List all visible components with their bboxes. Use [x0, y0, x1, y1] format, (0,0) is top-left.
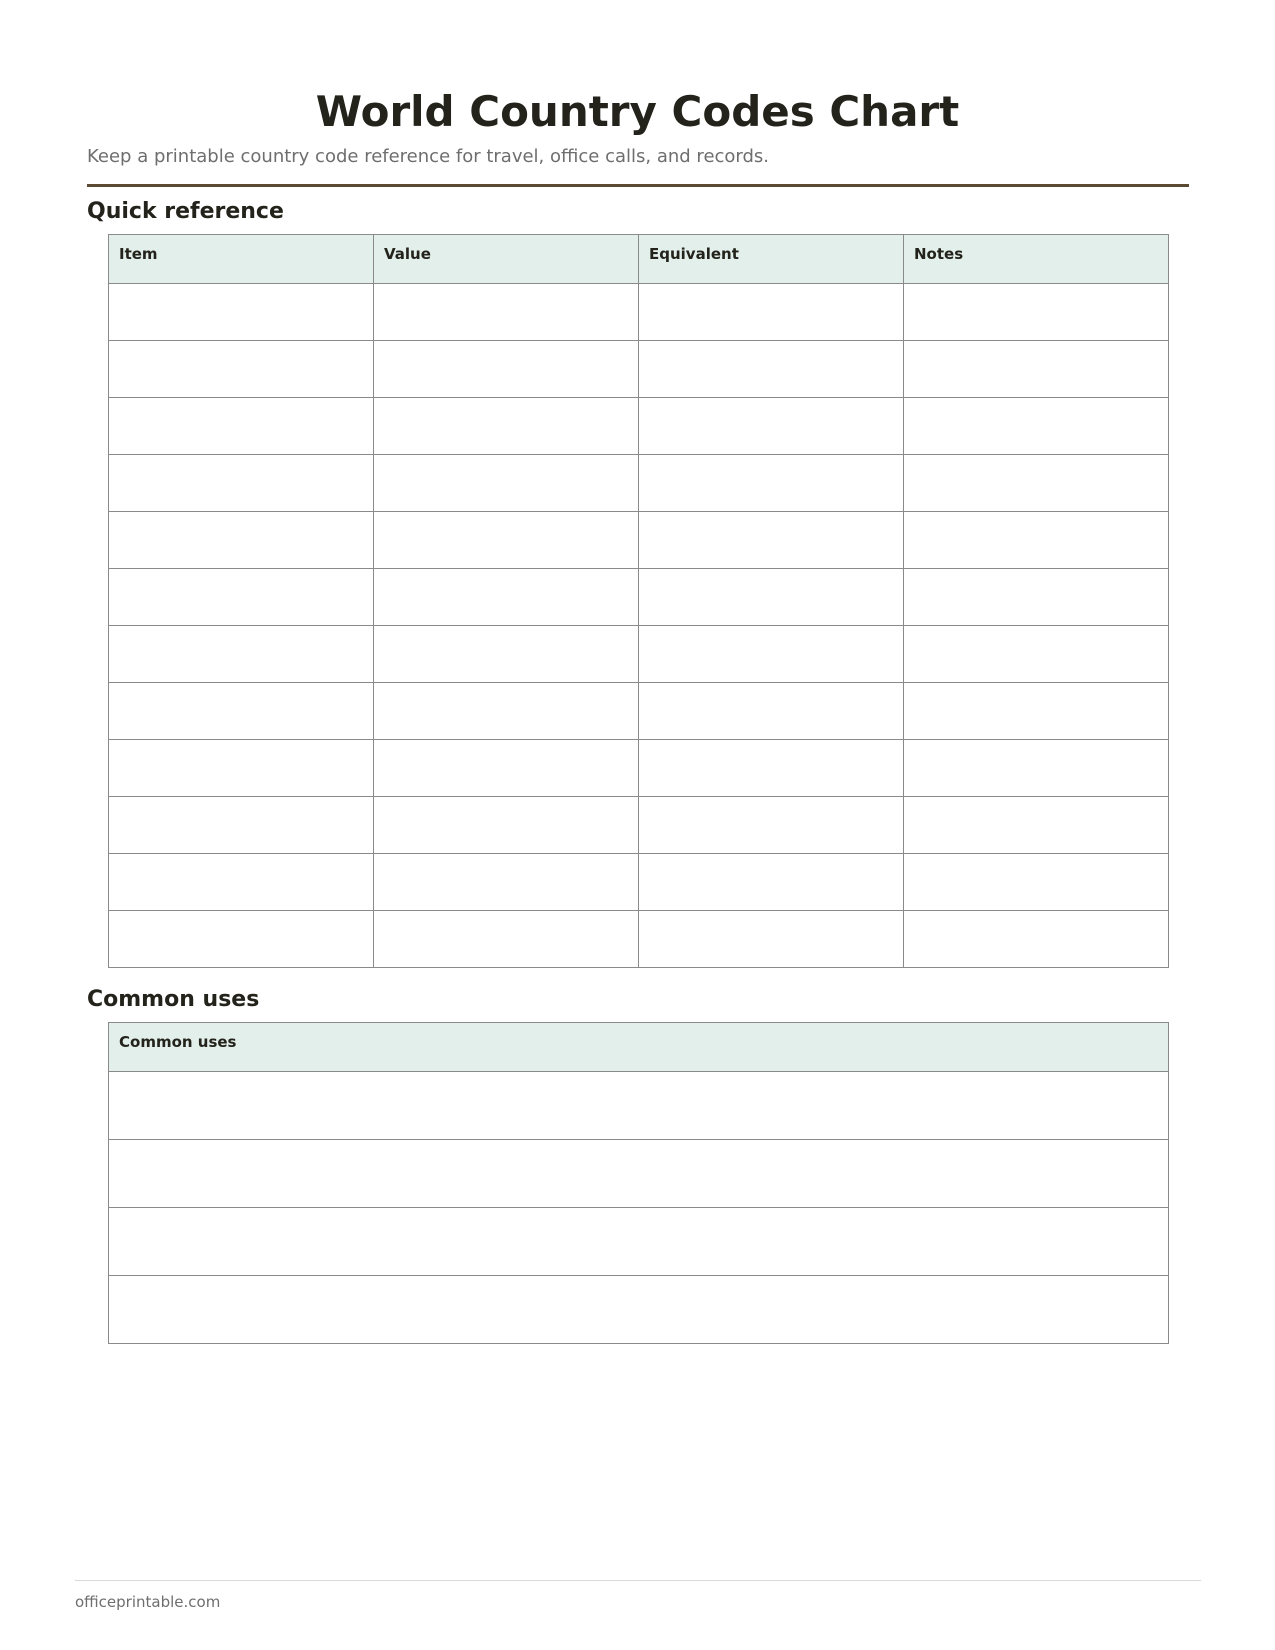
- table-cell[interactable]: [639, 455, 904, 512]
- table-cell[interactable]: [639, 797, 904, 854]
- table-cell[interactable]: [639, 398, 904, 455]
- table-cell[interactable]: [109, 284, 374, 341]
- table-cell[interactable]: [109, 1072, 1169, 1140]
- table-cell[interactable]: [904, 797, 1169, 854]
- table-cell[interactable]: [639, 740, 904, 797]
- table-cell[interactable]: [374, 626, 639, 683]
- table-cell[interactable]: [374, 284, 639, 341]
- column-header-equivalent: Equivalent: [639, 235, 904, 284]
- table-cell[interactable]: [109, 683, 374, 740]
- footer-site-name: officeprintable.com: [75, 1593, 221, 1611]
- quick-reference-body: [109, 284, 1169, 968]
- table-row: [109, 626, 1169, 683]
- table-cell[interactable]: [109, 512, 374, 569]
- quick-reference-heading: Quick reference: [87, 199, 284, 224]
- column-header-item: Item: [109, 235, 374, 284]
- table-cell[interactable]: [904, 341, 1169, 398]
- table-cell[interactable]: [109, 911, 374, 968]
- table-cell[interactable]: [904, 911, 1169, 968]
- table-row: [109, 341, 1169, 398]
- table-cell[interactable]: [904, 626, 1169, 683]
- table-cell[interactable]: [109, 740, 374, 797]
- table-cell[interactable]: [904, 740, 1169, 797]
- page-subtitle: Keep a printable country code reference for travel, office calls, and records.: [87, 146, 770, 167]
- table-cell[interactable]: [639, 626, 904, 683]
- table-cell[interactable]: [904, 683, 1169, 740]
- table-cell[interactable]: [904, 455, 1169, 512]
- table-cell[interactable]: [109, 1276, 1169, 1344]
- table-cell[interactable]: [109, 854, 374, 911]
- table-row: [109, 797, 1169, 854]
- table-cell[interactable]: [374, 911, 639, 968]
- table-cell[interactable]: [374, 341, 639, 398]
- table-row: [109, 455, 1169, 512]
- table-row: [109, 398, 1169, 455]
- common-uses-heading: Common uses: [87, 987, 260, 1012]
- table-row: [109, 683, 1169, 740]
- table-row: [109, 854, 1169, 911]
- table-row: [109, 1140, 1169, 1208]
- table-cell[interactable]: [639, 284, 904, 341]
- table-cell[interactable]: [109, 455, 374, 512]
- table-cell[interactable]: [374, 569, 639, 626]
- table-cell[interactable]: [904, 398, 1169, 455]
- table-header-row: [109, 235, 1169, 284]
- table-cell[interactable]: [904, 284, 1169, 341]
- table-cell[interactable]: [374, 854, 639, 911]
- table-row: [109, 569, 1169, 626]
- title-divider: [87, 184, 1189, 187]
- table-cell[interactable]: [374, 455, 639, 512]
- table-cell[interactable]: [904, 512, 1169, 569]
- table-cell[interactable]: [639, 683, 904, 740]
- table-cell[interactable]: [109, 1140, 1169, 1208]
- column-header-common-uses: Common uses: [109, 1023, 1169, 1072]
- footer-divider: [75, 1580, 1201, 1581]
- table-header-row: [109, 1023, 1169, 1072]
- table-cell[interactable]: [109, 341, 374, 398]
- table-cell[interactable]: [109, 626, 374, 683]
- table-row: [109, 1208, 1169, 1276]
- table-cell[interactable]: [639, 341, 904, 398]
- table-cell[interactable]: [109, 398, 374, 455]
- table-row: [109, 1072, 1169, 1140]
- column-header-notes: Notes: [904, 235, 1169, 284]
- table-cell[interactable]: [109, 797, 374, 854]
- table-cell[interactable]: [639, 512, 904, 569]
- table-row: [109, 512, 1169, 569]
- table-cell[interactable]: [374, 740, 639, 797]
- page-title: World Country Codes Chart: [315, 87, 960, 136]
- common-uses-body: [109, 1072, 1169, 1344]
- table-row: [109, 284, 1169, 341]
- table-row: [109, 1276, 1169, 1344]
- table-cell[interactable]: [639, 854, 904, 911]
- table-cell[interactable]: [904, 569, 1169, 626]
- table-cell[interactable]: [374, 683, 639, 740]
- quick-reference-table: [108, 234, 1169, 968]
- table-cell[interactable]: [109, 569, 374, 626]
- table-cell[interactable]: [109, 1208, 1169, 1276]
- table-cell[interactable]: [374, 797, 639, 854]
- table-cell[interactable]: [639, 569, 904, 626]
- column-header-value: Value: [374, 235, 639, 284]
- table-cell[interactable]: [374, 512, 639, 569]
- table-row: [109, 911, 1169, 968]
- table-cell[interactable]: [374, 398, 639, 455]
- common-uses-table: [108, 1022, 1169, 1344]
- table-cell[interactable]: [639, 911, 904, 968]
- table-row: [109, 740, 1169, 797]
- table-cell[interactable]: [904, 854, 1169, 911]
